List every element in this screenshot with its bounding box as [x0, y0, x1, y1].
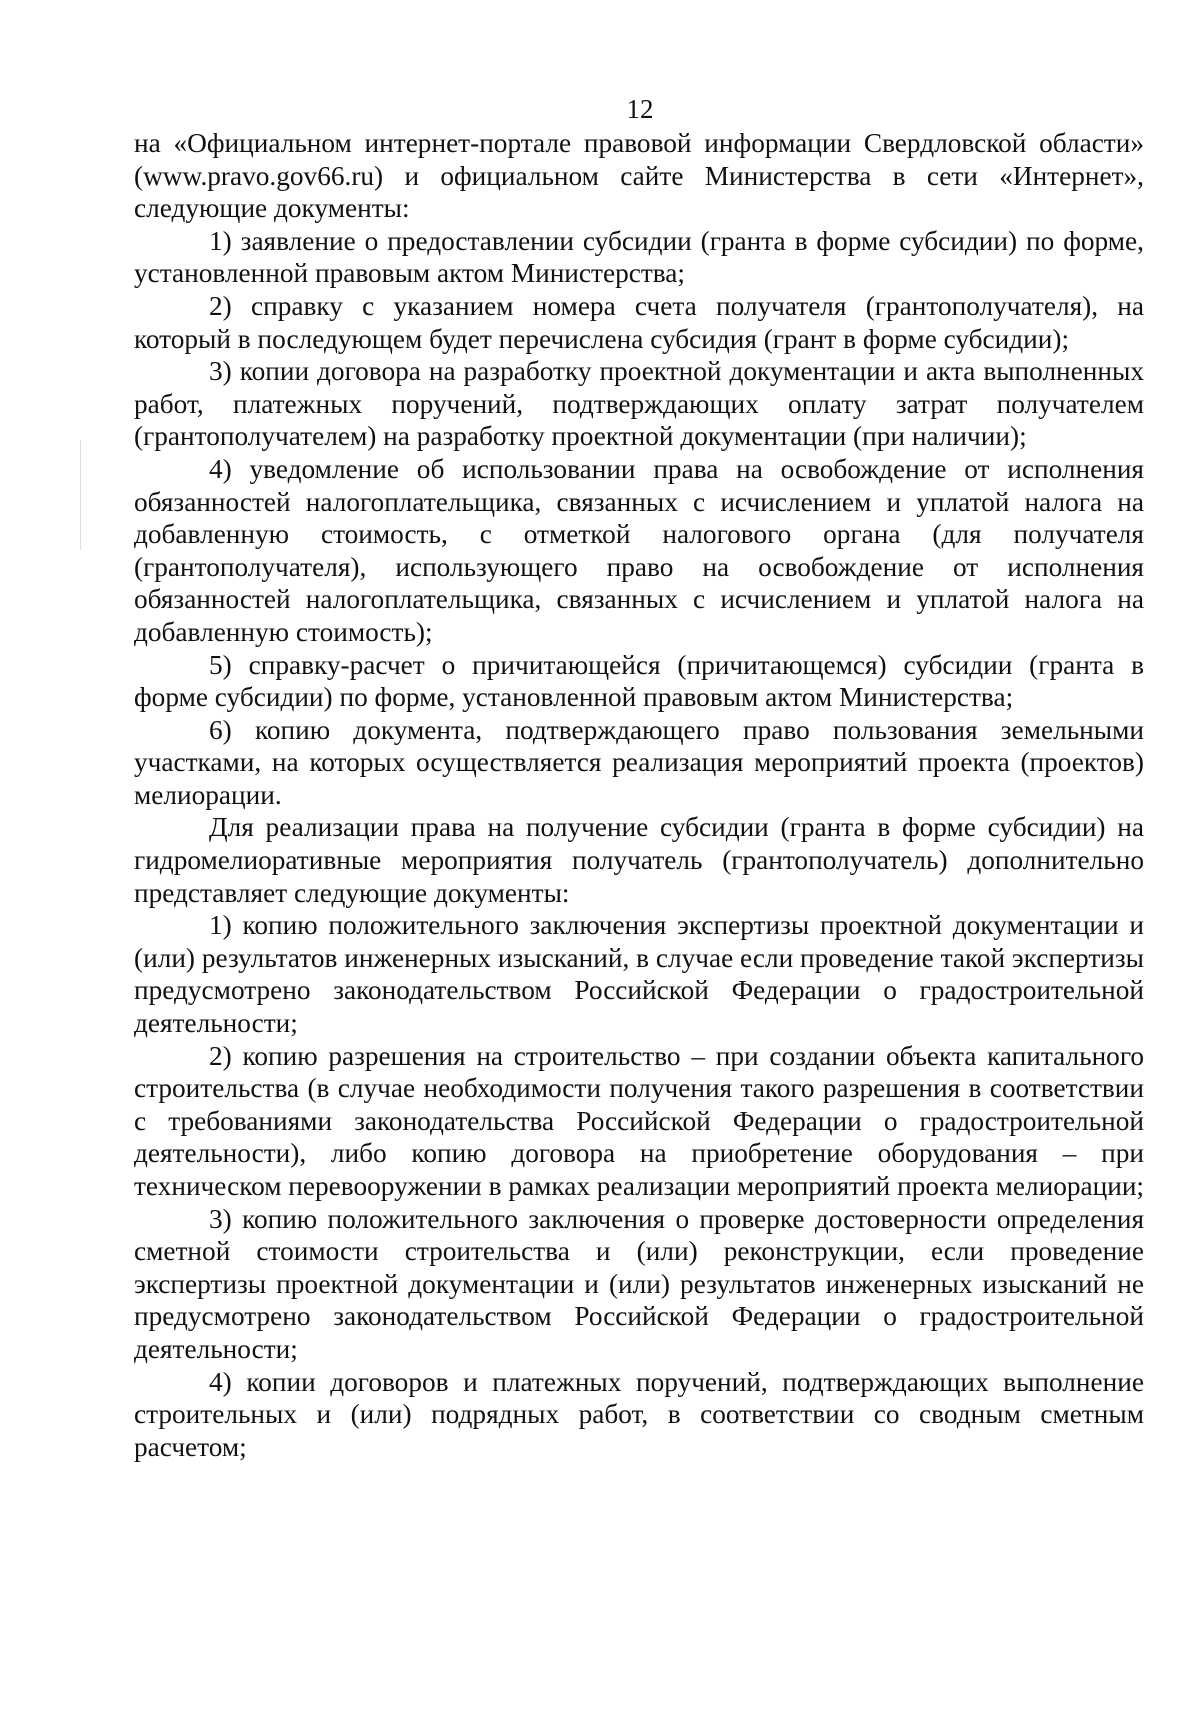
list-item: 1) копию положительного заключения экспертизы проектной документации и (или) результатов инженерных изысканий, в случае если проведение такой экспертизы предусмотрено законодательством Российской Федерации о градостроительной деятельности;	[134, 910, 1144, 1039]
scan-artifact-line	[80, 440, 81, 550]
paragraph: на «Официальном интернет-портале правовой информации Свердловской области» (www.pravo.gov66.ru) и официальном сайте Министерства в сети «Интернет», следующие документы:	[134, 128, 1144, 224]
list-item: 3) копии договора на разработку проектной документации и акта выполненных работ, платежных поручений, подтверждающих оплату затрат получателем (грантополучателем) на разработку проектной документации (при наличии);	[134, 356, 1144, 452]
page-number: 12	[626, 94, 654, 124]
document-body	[134, 127, 1144, 1463]
list-item: 5) справку-расчет о причитающейся (причитающемся) субсидии (гранта в форме субсидии) по форме, установленной правовым актом Министерства;	[134, 649, 1144, 713]
list-item: 4) уведомление об использовании права на освобождение от исполнения обязанностей налогоплательщика, связанных с исчислением и уплатой налога на добавленную стоимость, с отметкой налогового органа (для получателя (грантополучателя), использующего право на освобождение от исполнения обязанностей налогоплательщика, связанных с исчислением и уплатой налога на добавленную стоимость);	[134, 453, 1144, 647]
list-item: 2) копию разрешения на строительство – при создании объекта капитального строительства (в случае необходимости получения такого разрешения в соответствии с требованиями законодательства Российской Федерации о градостроительной деятельности), либо копию договора на приобретение оборудования – при техническом перевооружении в рамках реализации мероприятий проекта мелиорации;	[134, 1040, 1145, 1201]
list-item: 2) справку с указанием номера счета получателя (грантополучателя), на который в последующем будет перечислена субсидия (грант в форме субсидии);	[134, 290, 1144, 354]
paragraph: Для реализации права на получение субсидии (гранта в форме субсидии) на гидромелиоративные мероприятия получатель (грантополучатель) дополнительно представляет следующие документы:	[134, 812, 1144, 908]
list-item: 3) копию положительного заключения о проверке достоверности определения сметной стоимости строительства и (или) реконструкции, если проведение экспертизы проектной документации и (или) результатов инженерных изысканий не предусмотрено законодательством Российской Федерации о градостроительной деятельности;	[134, 1203, 1144, 1364]
list-item: 1) заявление о предоставлении субсидии (гранта в форме субсидии) по форме, установленной правовым актом Министерства;	[134, 225, 1144, 289]
list-item: 4) копии договоров и платежных поручений, подтверждающих выполнение строительных и (или) подрядных работ, в соответствии со сводным сметным расчетом;	[134, 1366, 1144, 1462]
list-item: 6) копию документа, подтверждающего право пользования земельными участками, на которых осуществляется реализация мероприятий проекта (проектов) мелиорации.	[134, 714, 1144, 810]
